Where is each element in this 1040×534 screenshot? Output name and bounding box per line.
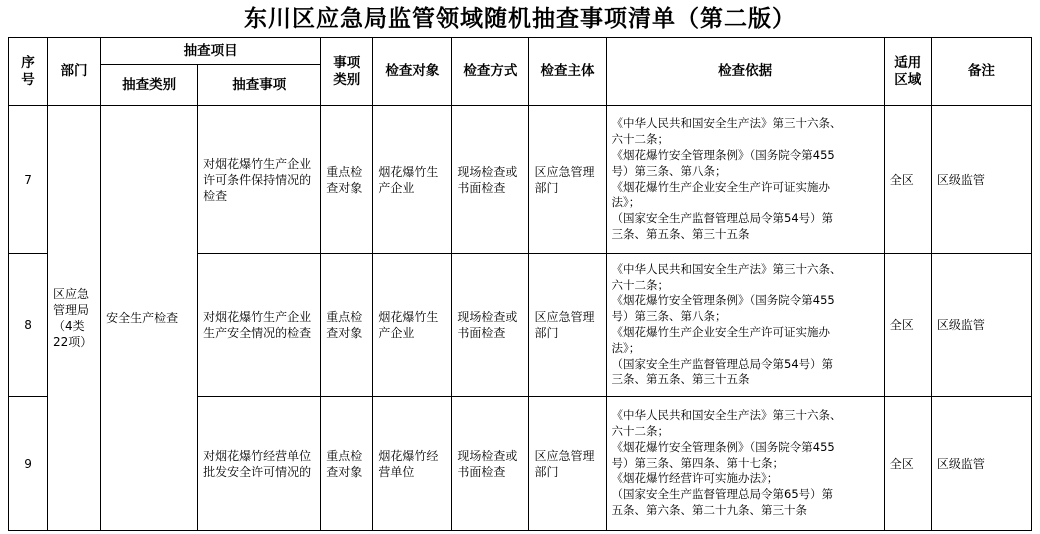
basis-line: 五条、第六条、第二十九条、第三十条	[611, 502, 808, 517]
row-subject: 区应急管理部门	[529, 106, 606, 254]
basis-line: （国家安全生产监督管理总局令第54号）第	[611, 211, 834, 226]
header-item: 抽查事项	[198, 65, 321, 106]
row-seq: 9	[9, 397, 48, 531]
row-seq: 8	[9, 254, 48, 397]
basis-line: 《中华人民共和国安全生产法》第三十六条、	[611, 116, 842, 131]
dept-cell: 区应急管理局（4类22项）	[48, 106, 101, 531]
basis-line: （国家安全生产监督管理总局令第65号）第	[611, 487, 834, 502]
row-area: 全区	[884, 106, 931, 254]
row-item: 对烟花爆竹生产企业许可条件保持情况的检查	[198, 106, 321, 254]
row-basis	[606, 397, 884, 531]
row-target: 烟花爆竹生产企业	[373, 106, 452, 254]
basis-line: 号）第三条、第八条；	[611, 309, 727, 324]
header-area: 适用区域	[884, 38, 931, 106]
basis-line: （国家安全生产监督管理总局令第54号）第	[611, 356, 834, 371]
basis-line: 《中华人民共和国安全生产法》第三十六条、	[611, 408, 842, 423]
basis-line: 法》；	[611, 195, 641, 210]
header-seq: 序号	[9, 38, 48, 106]
basis-line: 六十二条；	[611, 277, 670, 292]
header-remark: 备注	[931, 38, 1031, 106]
basis-line: 《烟花爆竹安全管理条例》（国务院令第455	[611, 439, 835, 454]
row-remark: 区级监管	[931, 254, 1031, 397]
row-item-type: 重点检查对象	[321, 106, 373, 254]
header-basis: 检查依据	[606, 38, 884, 106]
row-item-type: 重点检查对象	[321, 397, 373, 531]
page-title: 东川区应急局监管领域随机抽查事项清单（第二版）	[244, 6, 796, 32]
basis-line: 《中华人民共和国安全生产法》第三十六条、	[611, 261, 842, 276]
row-basis	[606, 106, 884, 254]
basis-line: 《烟花爆竹生产企业安全生产许可证实施办	[611, 325, 831, 339]
inspection-table	[8, 37, 1032, 531]
row-method: 现场检查或书面检查	[452, 397, 529, 531]
row-seq: 7	[9, 106, 48, 254]
row-remark: 区级监管	[931, 397, 1031, 531]
row-item: 对烟花爆竹生产企业生产安全情况的检查	[198, 254, 321, 397]
row-item: 对烟花爆竹经营单位批发安全许可情况的	[198, 397, 321, 531]
basis-line: 六十二条；	[611, 424, 670, 438]
basis-line: 号）第三条、第八条；	[611, 163, 727, 178]
row-subject: 区应急管理部门	[529, 254, 606, 397]
basis-line: 六十二条；	[611, 132, 670, 147]
row-subject: 区应急管理部门	[529, 397, 606, 531]
row-method: 现场检查或书面检查	[452, 254, 529, 397]
basis-line: 法》；	[611, 340, 641, 355]
row-remark: 区级监管	[931, 106, 1031, 254]
basis-line: 三条、第五条、第三十五条	[611, 372, 750, 387]
basis-line: 《烟花爆竹安全管理条例》（国务院令第455	[611, 147, 835, 162]
basis-line: 《烟花爆竹经营许可实施办法》；	[611, 471, 779, 486]
header-project: 抽查项目	[101, 38, 321, 65]
category-cell: 安全生产检查	[101, 106, 198, 531]
header-category: 抽查类别	[101, 65, 198, 106]
row-area: 全区	[884, 397, 931, 531]
header-subject: 检查主体	[529, 38, 606, 106]
row-method: 现场检查或书面检查	[452, 106, 529, 254]
row-item-type: 重点检查对象	[321, 254, 373, 397]
header-dept: 部门	[48, 38, 101, 106]
row-basis	[606, 254, 884, 397]
basis-line: 《烟花爆竹生产企业安全生产许可证实施办	[611, 179, 831, 194]
basis-line: 三条、第五条、第三十五条	[611, 226, 750, 241]
header-row-1	[9, 38, 1032, 65]
header-item-type: 事项类别	[321, 38, 373, 106]
table-row	[9, 106, 1032, 254]
header-method: 检查方式	[452, 38, 529, 106]
basis-line: 号）第三条、第四条、第十七条；	[611, 455, 785, 470]
row-target: 烟花爆竹生产企业	[373, 254, 452, 397]
row-area: 全区	[884, 254, 931, 397]
basis-line: 《烟花爆竹安全管理条例》（国务院令第455	[611, 293, 835, 308]
row-target: 烟花爆竹经营单位	[373, 397, 452, 531]
header-target: 检查对象	[373, 38, 452, 106]
